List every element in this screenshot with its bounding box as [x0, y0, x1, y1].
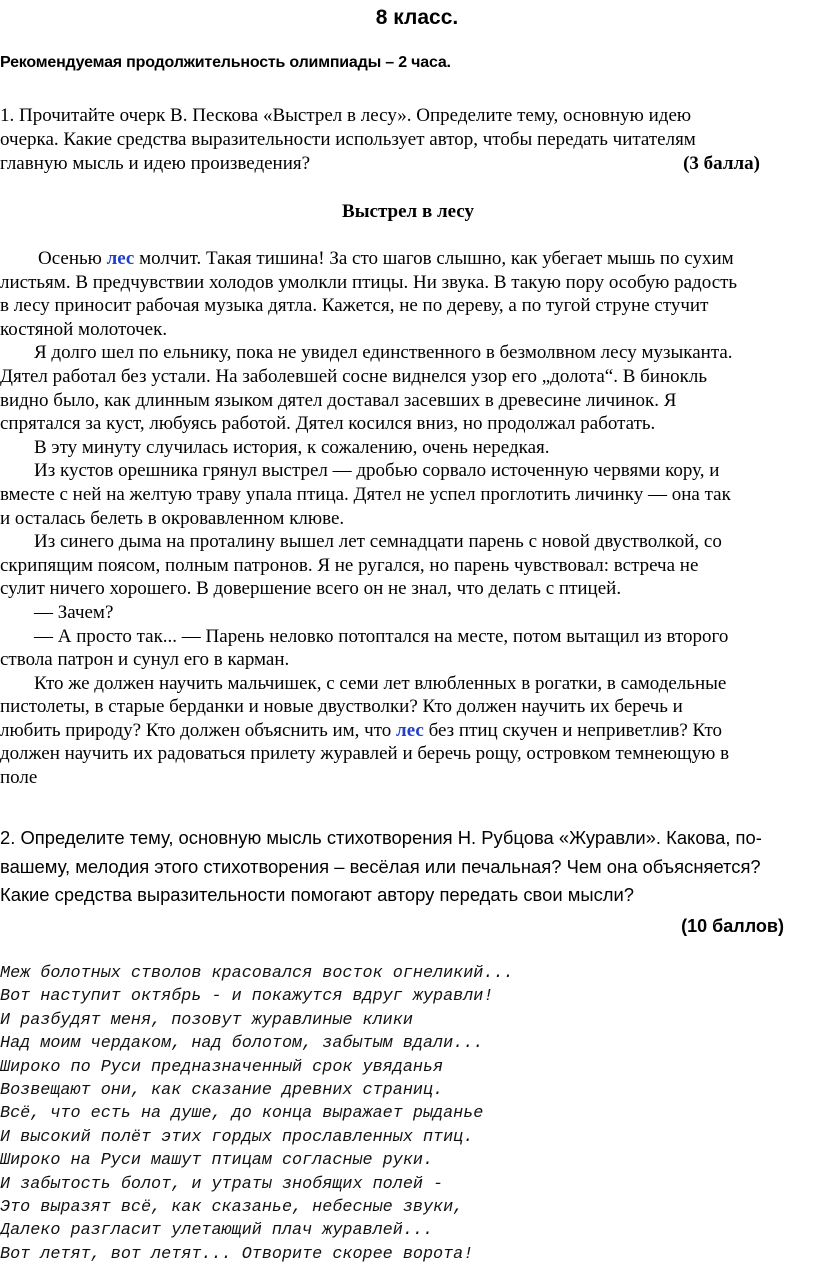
- poem-line: Вот летят, вот летят... Отворите скорее ворота!: [0, 1244, 474, 1264]
- essay-line: видно было, как длинным языком дятел доставал засевших в древесине личинок. Я: [0, 389, 677, 411]
- essay-line: поле: [0, 767, 38, 789]
- essay-line: [0, 719, 816, 743]
- essay-line: в лесу приносит рабочая музыка дятла. Кажется, не по дереву, а по тугой струне стучит: [0, 295, 709, 317]
- essay-line: Дятел работал без устали. На заболевшей сосне виднелся узор его „долота“. В бинокль: [0, 365, 707, 387]
- essay-line: должен научить их радоваться прилету журавлей и беречь рощу, островком темнеющую в: [0, 743, 730, 765]
- essay-line: — А просто так... — Парень неловко потоптался на месте, потом вытащил из второго: [34, 625, 729, 647]
- task-1-line: 1. Прочитайте очерк В. Пескова «Выстрел в лесу». Определите тему, основную идею: [0, 105, 692, 126]
- task-2-line: Какие средства выразительности помогают автору передать свои мысли?: [0, 884, 635, 905]
- essay-text-span: Осенью: [38, 248, 107, 269]
- poem-line: И разбудят меня, позовут журавлиные клики: [0, 1010, 413, 1030]
- poem-line: И высокий полёт этих гордых прославленных птиц.: [0, 1127, 474, 1147]
- essay-line: спрятался за куст, любуясь работой. Дятел косился вниз, но продолжал работать.: [0, 413, 656, 435]
- task-2-points: (10 баллов): [681, 916, 784, 936]
- essay-line: Из синего дыма на проталину вышел лет семнадцати парень с новой двустволкой, со: [34, 531, 722, 553]
- task-1-points: (3 балла): [683, 153, 760, 174]
- poem-line: Широко на Руси машут птицам согласные руки.: [0, 1151, 434, 1171]
- task-1-line: [0, 152, 812, 176]
- essay-line: В эту минуту случилась история, к сожалению, очень нередкая.: [34, 436, 550, 458]
- essay-line: Я долго шел по ельнику, пока не увидел единственного в безмолвном лесу музыканта.: [34, 342, 733, 364]
- poem-line: Широко по Руси предназначенный срок увяданья: [0, 1057, 444, 1077]
- essay-text: [0, 247, 816, 790]
- essay-text-span: молчит. Такая тишина! За сто шагов слышно, как убегает мышь по сухим: [134, 248, 734, 269]
- essay-text-span: любить природу? Кто должен объяснить им, что: [0, 719, 397, 741]
- poem-line: Вот наступит октябрь - и покажутся вдруг журавли!: [0, 987, 494, 1007]
- essay-line: ствола патрон и сунул его в карман.: [0, 649, 290, 671]
- grade-heading: 8 класс.: [375, 6, 459, 29]
- duration-note: Рекомендуемая продолжительность олимпиады – 2 часа.: [0, 54, 451, 71]
- poem-line: Далеко разгласит улетающий плач журавлей...: [0, 1221, 434, 1241]
- essay-line: костяной молоточек.: [0, 318, 168, 340]
- essay-line: Кто же должен научить мальчишек, с семи лет влюбленных в рогатки, в самодельные: [34, 672, 727, 694]
- essay-line: [0, 247, 816, 271]
- poem-line: Это выразят всё, как сказанье, небесные звуки,: [0, 1198, 464, 1218]
- poem-line: И забытость болот, и утраты знобящих полей -: [0, 1174, 444, 1194]
- essay-line: сулит ничего хорошего. В довершение всего он не знал, что делать с птицей.: [0, 578, 622, 600]
- poem-line: Возвещают они, как сказание древних страниц.: [0, 1081, 444, 1101]
- essay-line: Из кустов орешника грянул выстрел — дробью сорвало источенную червями кору, и: [34, 460, 720, 482]
- essay-line: — Зачем?: [34, 601, 114, 623]
- task-2: [0, 824, 816, 910]
- poem-line: Над моим чердаком, над болотом, забытым вдали...: [0, 1034, 484, 1054]
- task-2-line: 2. Определите тему, основную мысль стихотворения Н. Рубцова «Журавли». Какова, по-: [0, 827, 762, 848]
- poem-line: Меж болотных стволов красовался восток огнеликий...: [0, 964, 514, 983]
- essay-line: и осталась белеть в окровавленном клюве.: [0, 507, 345, 529]
- poem: [0, 962, 816, 1266]
- essay-line: пистолеты, в старые берданки и новые двустволки? Кто должен научить их беречь и: [0, 696, 683, 718]
- essay-text-span: без птиц скучен и неприветлив? Кто: [423, 719, 723, 741]
- essay-line: скрипящим поясом, полным патронов. Я не ругался, но парень чувствовал: встреча не: [0, 554, 699, 576]
- highlight-word: лес: [396, 719, 424, 741]
- task-1-line: очерка. Какие средства выразительности использует автор, чтобы передать читателям: [0, 129, 696, 150]
- task-1: [0, 104, 812, 176]
- essay-line: вместе с ней на желтую траву упала птица. Дятел не успел проглотить личинку — она так: [0, 483, 731, 505]
- task-2-line: вашему, мелодия этого стихотворения – весёлая или печальная? Чем она объясняется?: [0, 855, 761, 877]
- essay-title: Выстрел в лесу: [342, 201, 474, 222]
- highlight-word: лес: [106, 248, 135, 269]
- essay-line: листьям. В предчувствии холодов умолкли птицы. Ни звука. В такую пору особую радость: [0, 271, 738, 293]
- poem-line: Всё, что есть на душе, до конца выражает рыданье: [0, 1104, 484, 1124]
- task-1-line-text: главную мысль и идею произведения?: [0, 153, 311, 174]
